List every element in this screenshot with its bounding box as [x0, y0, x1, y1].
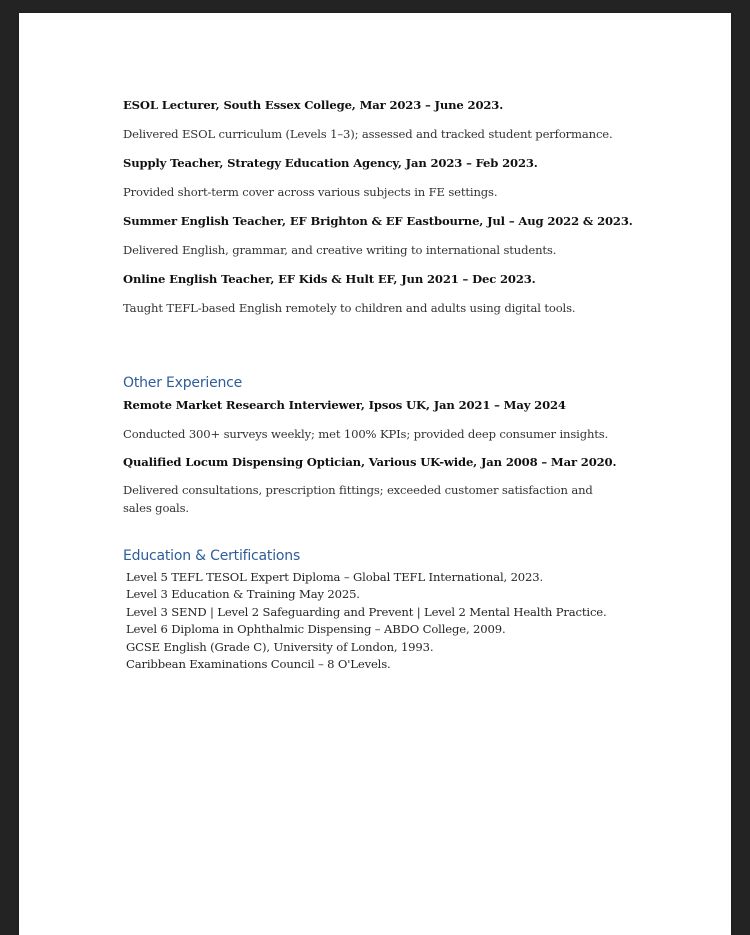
education-item: Level 6 Diploma in Ophthalmic Dispensing – ABDO College, 2009.: [126, 622, 506, 637]
job-description-online-english-teacher: Taught TEFL-based English remotely to children and adults using digital tools.: [123, 301, 576, 315]
job-description-market-research-interviewer: Conducted 300+ surveys weekly; met 100% KPIs; provided deep consumer insights.: [123, 427, 609, 441]
job-description-dispensing-optician: Delivered consultations, prescription fittings; exceeded customer satisfaction and sales goals.: [123, 483, 593, 515]
job-description-esol-lecturer: Delivered ESOL curriculum (Levels 1–3); assessed and tracked student performance.: [123, 127, 613, 141]
education-item: Level 3 Education & Training May 2025.: [126, 587, 360, 602]
job-title-summer-english-teacher: Summer English Teacher, EF Brighton & EF Eastbourne, Jul – Aug 2022 & 2023.: [123, 214, 633, 228]
education-list: [126, 569, 607, 673]
education-item: Level 5 TEFL TESOL Expert Diploma – Global TEFL International, 2023.: [126, 570, 544, 584]
job-description-summer-english-teacher: Delivered English, grammar, and creative writing to international students.: [123, 243, 557, 257]
job-title-dispensing-optician: Qualified Locum Dispensing Optician, Various UK-wide, Jan 2008 – Mar 2020.: [123, 455, 617, 469]
education-item: Caribbean Examinations Council – 8 O'Levels.: [126, 656, 391, 671]
job-title-esol-lecturer: ESOL Lecturer, South Essex College, Mar 2023 – June 2023.: [123, 98, 504, 112]
job-description-supply-teacher: Provided short-term cover across various subjects in FE settings.: [123, 185, 498, 199]
other-experience-heading: Other Experience: [123, 375, 243, 391]
job-title-market-research-interviewer: Remote Market Research Interviewer, Ipsos UK, Jan 2021 – May 2024: [123, 398, 566, 412]
job-title-supply-teacher: Supply Teacher, Strategy Education Agency, Jan 2023 – Feb 2023.: [123, 156, 538, 170]
document-page: [19, 13, 731, 935]
education-heading: Education & Certifications: [123, 548, 301, 564]
education-item: GCSE English (Grade C), University of London, 1993.: [126, 639, 434, 654]
job-title-online-english-teacher: Online English Teacher, EF Kids & Hult EF, Jun 2021 – Dec 2023.: [123, 272, 536, 286]
education-item: Level 3 SEND | Level 2 Safeguarding and Prevent | Level 2 Mental Health Practice.: [126, 604, 607, 619]
